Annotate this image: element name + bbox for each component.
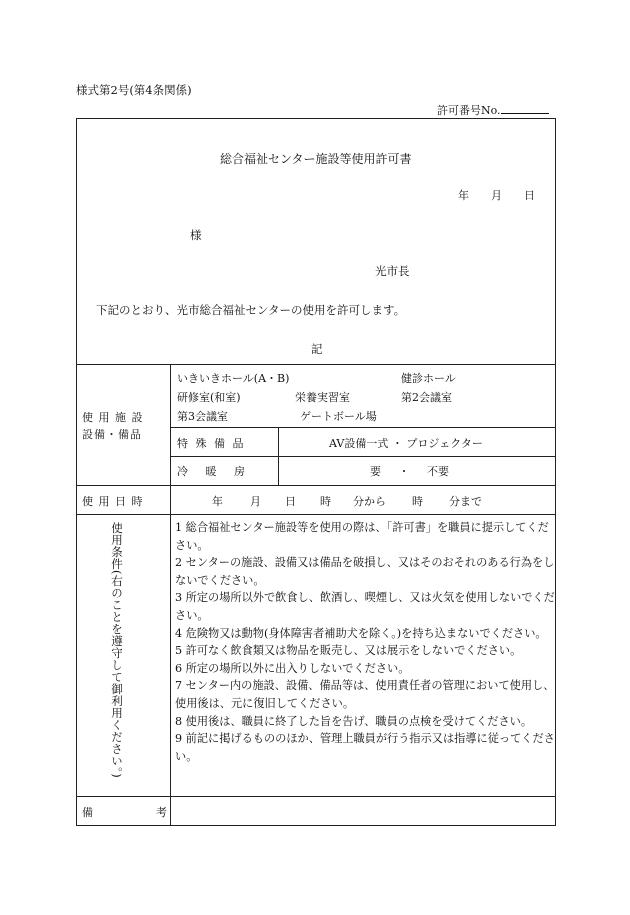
condition-item: 4 危険物又は動物(身体障害者補助犬を除く。)を持ち込まないでください。 xyxy=(175,626,547,640)
condition-item: 9 前記に掲げるもののほか、管理上職員が行う指示又は指導に従ってください。 xyxy=(175,732,555,763)
year-label: 年 xyxy=(458,189,469,202)
condition-item: 2 センターの施設、設備又は備品を破損し、又はそのおそれのある行為をしないでください。 xyxy=(175,556,555,587)
condition-item: 6 所定の場所以外に出入りしないでください。 xyxy=(175,661,410,675)
condition-item: 5 許可なく飲食類又は物品を販売し、又は展示をしないでください。 xyxy=(175,644,522,658)
permit-number-label: 許可番号No. xyxy=(437,104,501,117)
facilities-label-line1: 使 用 施 設 xyxy=(82,411,144,424)
facilities-label-line2: 設備・備品 xyxy=(82,428,142,441)
column-divider xyxy=(170,364,171,826)
permit-statement: 下記のとおり、光市総合福祉センターの使用を許可します。 xyxy=(96,303,406,317)
conditions-label: 使用条件(右のことを遵守して御利用ください。) xyxy=(110,522,124,779)
condition-item: 3 所定の場所以外で飲食し、飲酒し、喫煙し、又は火気を使用しないでください。 xyxy=(175,591,555,622)
condition-item: 8 使用後は、職員に終了した旨を告げ、職員の点検を受けてください。 xyxy=(175,714,533,728)
remarks-label-right: 考 xyxy=(156,806,167,819)
heating-label: 冷 暖 房 xyxy=(177,465,245,478)
column-divider xyxy=(278,427,279,485)
remarks-field[interactable] xyxy=(171,797,555,825)
datetime-minute-until: 分まで xyxy=(449,495,482,508)
datetime-hour-until: 時 xyxy=(412,495,423,508)
day-label: 日 xyxy=(524,189,535,202)
permit-number-blank[interactable] xyxy=(501,102,549,114)
issuer: 光市長 xyxy=(375,264,410,278)
datetime-month: 月 xyxy=(250,495,261,508)
permit-number xyxy=(437,102,549,118)
heating-options[interactable]: 要 ・ 不要 xyxy=(370,465,449,478)
room-ikiiki-hall[interactable]: いきいきホール(A・B) xyxy=(177,372,290,385)
section-divider xyxy=(76,364,556,365)
datetime-minute-from: 分から xyxy=(353,495,386,508)
room-kenshin-hall[interactable]: 健診ホール xyxy=(401,372,456,385)
document-title: 総合福祉センター施設等使用許可書 xyxy=(220,152,412,166)
remarks-label-left: 備 xyxy=(82,806,93,819)
issue-date xyxy=(458,187,535,203)
room-kaigi-3[interactable]: 第3会議室 xyxy=(177,410,228,423)
condition-item: 1 総合福祉センター施設等を使用の際は、「許可書」を職員に提示してください。 xyxy=(175,521,549,552)
row-divider xyxy=(170,427,556,428)
room-eiyou-jisshu[interactable]: 栄養実習室 xyxy=(295,391,350,404)
conditions-list xyxy=(175,519,555,765)
datetime-year: 年 xyxy=(212,495,223,508)
special-equipment-options[interactable]: AV設備一式 ・ プロジェクター xyxy=(329,437,483,450)
month-label: 月 xyxy=(491,189,502,202)
form-number: 様式第2号(第4条関係) xyxy=(76,83,192,97)
room-kaigi-2[interactable]: 第2会議室 xyxy=(401,391,452,404)
datetime-day: 日 xyxy=(285,495,296,508)
datetime-hour-from: 時 xyxy=(320,495,331,508)
datetime-label: 使 用 日 時 xyxy=(82,495,144,508)
row-divider xyxy=(170,456,556,457)
condition-item: 7 センター内の施設、設備、備品等は、使用責任者の管理において使用し、使用後は、元に復旧してください。 xyxy=(175,679,555,710)
special-equipment-label: 特 殊 備 品 xyxy=(177,437,244,450)
ki-heading: 記 xyxy=(311,342,323,356)
row-divider xyxy=(76,514,556,515)
room-kenshu-washitsu[interactable]: 研修室(和室) xyxy=(177,391,241,404)
room-gateball[interactable]: ゲートボール場 xyxy=(300,410,377,423)
recipient-suffix: 様 xyxy=(190,228,202,242)
row-divider xyxy=(76,485,556,486)
